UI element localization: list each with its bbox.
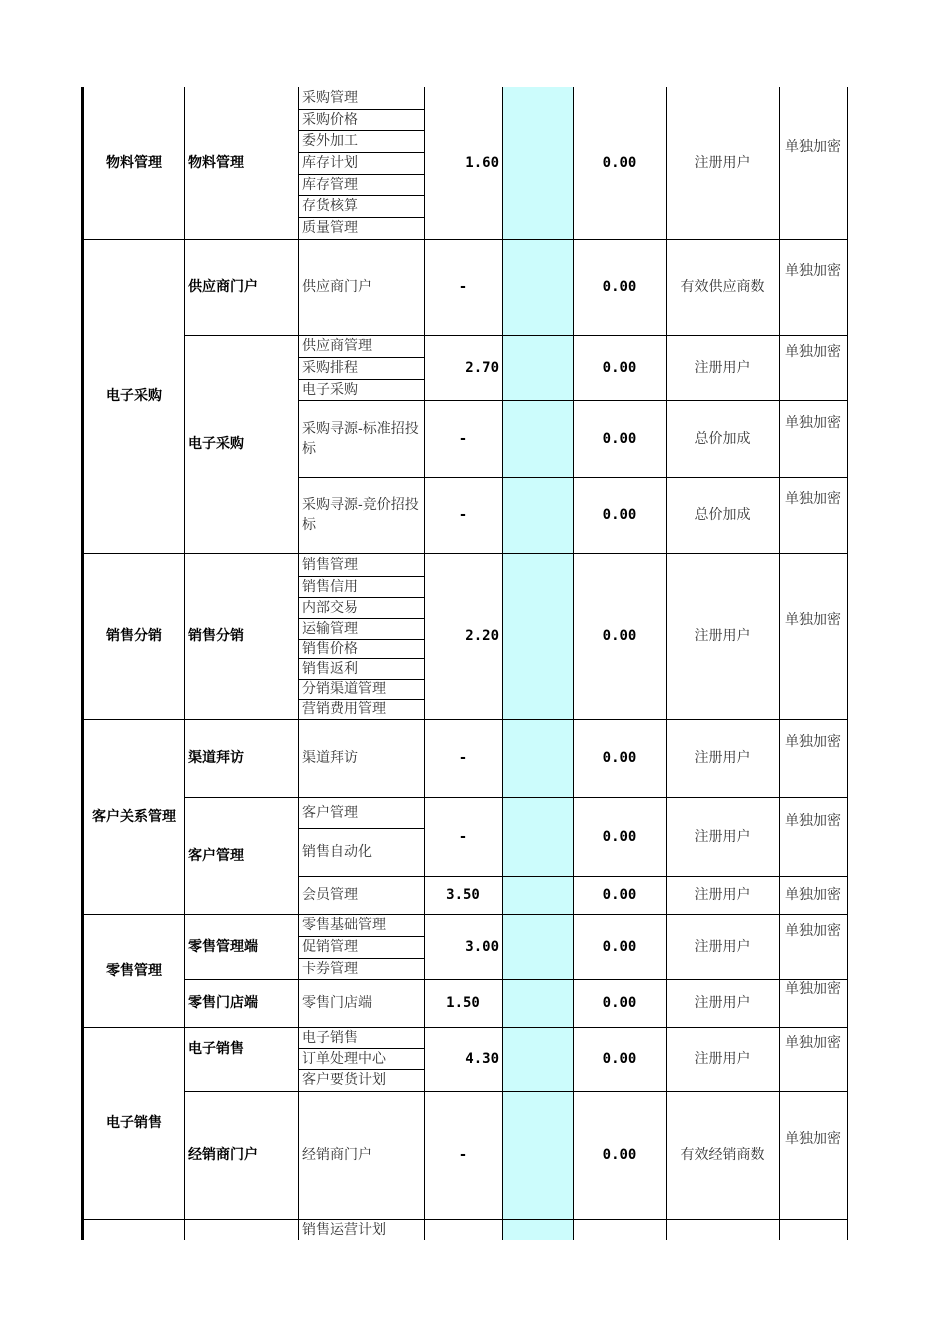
feature-item: 卡券管理 — [302, 960, 358, 977]
unit-price: - — [458, 430, 468, 447]
unit-price: - — [458, 1147, 468, 1163]
module-label: 电子采购 — [188, 436, 244, 452]
feature-item: 质量管理 — [302, 220, 358, 236]
encryption-mode: 单独加密 — [785, 734, 841, 750]
feature-item: 会员管理 — [302, 887, 358, 903]
amount-value: 0.00 — [602, 507, 637, 523]
encryption-mode: 单独加密 — [785, 343, 841, 360]
unit-price: - — [458, 279, 468, 295]
feature-item: 供应商管理 — [302, 338, 372, 354]
license-type: 注册用户 — [694, 155, 751, 171]
grid-line — [779, 87, 780, 1240]
feature-item: 营销费用管理 — [302, 701, 386, 717]
module-label: 物料管理 — [188, 155, 244, 171]
license-type: 注册用户 — [694, 995, 751, 1011]
feature-item: 采购排程 — [302, 360, 358, 376]
grid-line — [502, 87, 503, 1240]
encryption-mode: 单独加密 — [785, 612, 841, 628]
feature-item: 订单处理中心 — [302, 1050, 386, 1067]
feature-item: 销售自动化 — [302, 844, 372, 860]
grid-line — [298, 639, 424, 640]
encryption-mode: 单独加密 — [785, 1131, 841, 1147]
license-type: 有效经销商数 — [680, 1147, 765, 1163]
license-type — [666, 1219, 779, 1240]
unit-price: 1.50 — [446, 995, 480, 1011]
amount-value: 0.00 — [602, 1147, 637, 1163]
amount-value: 0.00 — [602, 430, 637, 447]
grid-line — [847, 87, 848, 1240]
encryption-mode: 单独加密 — [785, 981, 841, 997]
grid-line — [298, 658, 424, 659]
feature-item: 渠道拜访 — [302, 750, 358, 766]
encryption-mode: 单独加密 — [785, 887, 841, 903]
feature-item: 采购寻源-标准招投标 — [302, 420, 419, 457]
grid-line — [298, 1069, 424, 1070]
grid-line — [298, 958, 424, 959]
feature-item: 销售价格 — [302, 640, 358, 657]
module-label: 经销商门户 — [188, 1147, 258, 1163]
encryption-mode: 单独加密 — [785, 139, 841, 155]
grid-line — [298, 576, 424, 577]
grid-line — [298, 477, 424, 478]
feature-item: 销售运营计划 — [302, 1221, 386, 1238]
grid-line — [298, 217, 424, 218]
unit-price: 3.50 — [446, 887, 480, 903]
amount-value — [573, 1219, 666, 1240]
grid-line — [298, 597, 424, 598]
feature-item: 零售基础管理 — [302, 917, 386, 933]
license-type: 注册用户 — [694, 750, 751, 766]
feature-item: 库存计划 — [302, 155, 358, 171]
license-type: 注册用户 — [694, 938, 751, 955]
category-label: 物料管理 — [106, 155, 162, 171]
license-type: 注册用户 — [694, 828, 751, 845]
license-type: 注册用户 — [694, 887, 751, 903]
module-label: 零售管理端 — [188, 938, 258, 955]
amount-value: 0.00 — [602, 938, 637, 955]
amount-value: 0.00 — [602, 828, 637, 845]
unit-price: - — [458, 750, 468, 766]
category-label: 电子采购 — [106, 388, 162, 404]
unit-price: 3.00 — [465, 938, 499, 955]
module-label: 电子销售 — [188, 1040, 244, 1057]
amount-value: 0.00 — [602, 750, 637, 766]
feature-item: 采购管理 — [302, 90, 358, 106]
feature-item: 采购价格 — [302, 111, 358, 128]
feature-item: 经销商门户 — [302, 1147, 372, 1163]
grid-line — [298, 618, 424, 619]
feature-item: 促销管理 — [302, 939, 358, 955]
encryption-mode — [785, 1219, 841, 1240]
grid-line — [298, 1048, 424, 1049]
amount-value: 0.00 — [602, 155, 637, 171]
encryption-mode: 单独加密 — [785, 263, 841, 279]
grid-line — [298, 876, 424, 877]
grid-line — [184, 979, 298, 980]
license-type: 有效供应商数 — [680, 279, 765, 295]
feature-item: 零售门店端 — [302, 995, 372, 1011]
feature-item: 库存管理 — [302, 176, 358, 193]
grid-line — [184, 797, 298, 798]
feature-item: 客户管理 — [302, 804, 358, 821]
grid-line — [298, 979, 424, 980]
module-label: 供应商门户 — [188, 279, 258, 295]
module-label: 零售门店端 — [188, 995, 258, 1011]
unit-price: - — [458, 507, 468, 523]
amount-value: 0.00 — [602, 995, 637, 1011]
amount-value: 0.00 — [602, 279, 637, 295]
feature-item: 委外加工 — [302, 133, 358, 149]
encryption-mode: 单独加密 — [785, 812, 841, 829]
grid-line — [298, 936, 424, 937]
feature-item: 销售信用 — [302, 578, 358, 595]
unit-price: 1.60 — [465, 155, 499, 171]
unit-price — [424, 1219, 502, 1240]
highlight-column — [502, 87, 573, 1240]
encryption-mode: 单独加密 — [785, 1035, 841, 1051]
license-type: 注册用户 — [694, 359, 751, 376]
grid-line — [184, 1091, 298, 1092]
grid-line — [298, 797, 424, 798]
grid-line — [298, 152, 424, 153]
grid-line — [298, 195, 424, 196]
feature-item: 供应商门户 — [302, 279, 372, 295]
amount-value: 0.00 — [602, 887, 637, 903]
grid-line — [298, 357, 424, 358]
amount-value: 0.00 — [602, 628, 637, 644]
license-type: 注册用户 — [694, 628, 751, 644]
amount-value: 0.00 — [602, 359, 637, 376]
feature-item: 内部交易 — [302, 599, 358, 616]
grid-line — [298, 379, 424, 380]
grid-line — [298, 400, 424, 401]
amount-value: 0.00 — [602, 1051, 637, 1067]
category-label: 电子销售 — [106, 1115, 162, 1131]
license-type: 注册用户 — [694, 1051, 751, 1067]
encryption-mode: 单独加密 — [785, 491, 841, 507]
grid-line — [298, 828, 424, 829]
grid-line — [298, 109, 424, 110]
feature-item: 电子采购 — [302, 381, 358, 398]
unit-price: 2.20 — [465, 628, 499, 644]
feature-item: 运输管理 — [302, 620, 358, 637]
unit-price: 2.70 — [465, 359, 499, 376]
grid-line — [298, 679, 424, 680]
feature-item: 客户要货计划 — [302, 1072, 386, 1088]
grid-line — [298, 174, 424, 175]
grid-line — [298, 335, 424, 336]
category-label: 销售分销 — [106, 628, 162, 644]
grid-line — [298, 699, 424, 700]
module-label: 客户管理 — [188, 847, 244, 864]
grid-line — [298, 1091, 424, 1092]
feature-item: 销售返利 — [302, 660, 358, 677]
grid-line — [184, 335, 298, 336]
category-label: 客户关系管理 — [92, 808, 176, 825]
unit-price: 4.30 — [465, 1051, 499, 1067]
unit-price: - — [458, 828, 468, 845]
encryption-mode: 单独加密 — [785, 922, 841, 939]
feature-item: 销售管理 — [302, 556, 358, 573]
module-label: 渠道拜访 — [188, 750, 244, 766]
category-label: 零售管理 — [106, 962, 162, 979]
feature-item: 采购寻源-竞价招投标 — [302, 497, 419, 533]
feature-item: 分销渠道管理 — [302, 681, 386, 697]
license-type: 总价加成 — [694, 430, 751, 447]
grid-line — [298, 130, 424, 131]
license-type: 总价加成 — [694, 507, 751, 523]
module-label: 销售分销 — [188, 628, 244, 644]
encryption-mode: 单独加密 — [785, 414, 841, 431]
feature-item: 电子销售 — [302, 1029, 358, 1046]
feature-item: 存货核算 — [302, 198, 358, 214]
